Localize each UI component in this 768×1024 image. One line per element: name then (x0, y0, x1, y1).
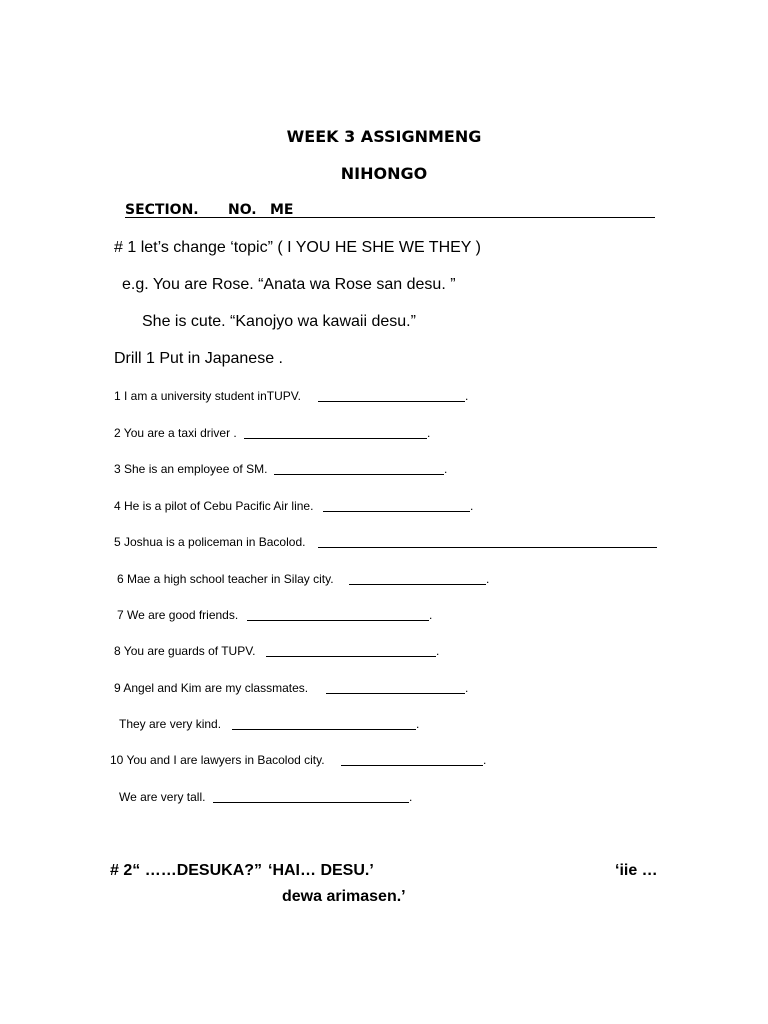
item-end-10: . (483, 753, 487, 767)
item-end-4: . (470, 499, 474, 513)
question-2-negative: ‘iie … (615, 862, 658, 879)
item-end-6: . (486, 572, 490, 586)
item-end-7: . (429, 608, 433, 622)
example-sentence-2: She is cute. “Kanojyo wa kawaii desu.” (142, 313, 416, 330)
answer-blank-9[interactable] (326, 693, 465, 694)
drill-item-9: 9 Angel and Kim are my classmates. (114, 681, 309, 695)
item-end-1: . (465, 389, 469, 403)
answer-blank-10b[interactable] (213, 802, 409, 803)
item-end-8: . (436, 644, 440, 658)
answer-blank-3[interactable] (274, 474, 444, 475)
question-2-negative-cont: dewa arimasen.’ (282, 888, 406, 905)
item-end-3: . (444, 462, 448, 476)
drill-item-10: 10 You and I are lawyers in Bacolod city. (110, 753, 325, 767)
drill-item-1: 1 I am a university student inTUPV. (114, 389, 301, 403)
item-end-9: . (465, 681, 469, 695)
answer-blank-5[interactable] (318, 547, 657, 548)
answer-blank-6[interactable] (349, 584, 486, 585)
answer-blank-2[interactable] (244, 438, 427, 439)
number-label: NO. (228, 202, 257, 218)
answer-blank-8[interactable] (266, 656, 436, 657)
answer-blank-4[interactable] (323, 511, 470, 512)
question-2-affirmative: ‘HAI… DESU.’ (268, 862, 374, 879)
page-subtitle: NIHONGO (340, 164, 428, 183)
drill-item-2: 2 You are a taxi driver . (114, 426, 237, 440)
item-end-2: . (427, 426, 431, 440)
drill-item-5: 5 Joshua is a policeman in Bacolod. (114, 535, 306, 549)
answer-blank-9b[interactable] (232, 729, 416, 730)
question-2-prompt: # 2“ ……DESUKA?” (110, 862, 263, 879)
section-underline (125, 217, 655, 218)
example-sentence-1: e.g. You are Rose. “Anata wa Rose san desu. ” (122, 276, 456, 293)
drill-item-8: 8 You are guards of TUPV. (114, 644, 256, 658)
item-end-10b: . (409, 790, 413, 804)
item-end-9b: . (416, 717, 420, 731)
answer-blank-7[interactable] (247, 620, 429, 621)
drill-item-3: 3 She is an employee of SM. (114, 462, 268, 476)
drill-heading: Drill 1 Put in Japanese . (114, 350, 283, 367)
section-label: SECTION. (125, 202, 199, 218)
name-label: ME (270, 202, 294, 218)
answer-blank-10[interactable] (341, 765, 483, 766)
drill-item-6: 6 Mae a high school teacher in Silay city. (117, 572, 334, 586)
answer-blank-1[interactable] (318, 401, 465, 402)
drill-item-4: 4 He is a pilot of Cebu Pacific Air line. (114, 499, 314, 513)
drill-item-7: 7 We are good friends. (117, 608, 239, 622)
topic-instruction: # 1 let’s change ‘topic” ( I YOU HE SHE WE THEY ) (114, 239, 481, 256)
drill-item-9b: They are very kind. (119, 717, 222, 731)
page-title: WEEK 3 ASSIGNMENG (286, 127, 482, 146)
drill-item-10b: We are very tall. (119, 790, 206, 804)
